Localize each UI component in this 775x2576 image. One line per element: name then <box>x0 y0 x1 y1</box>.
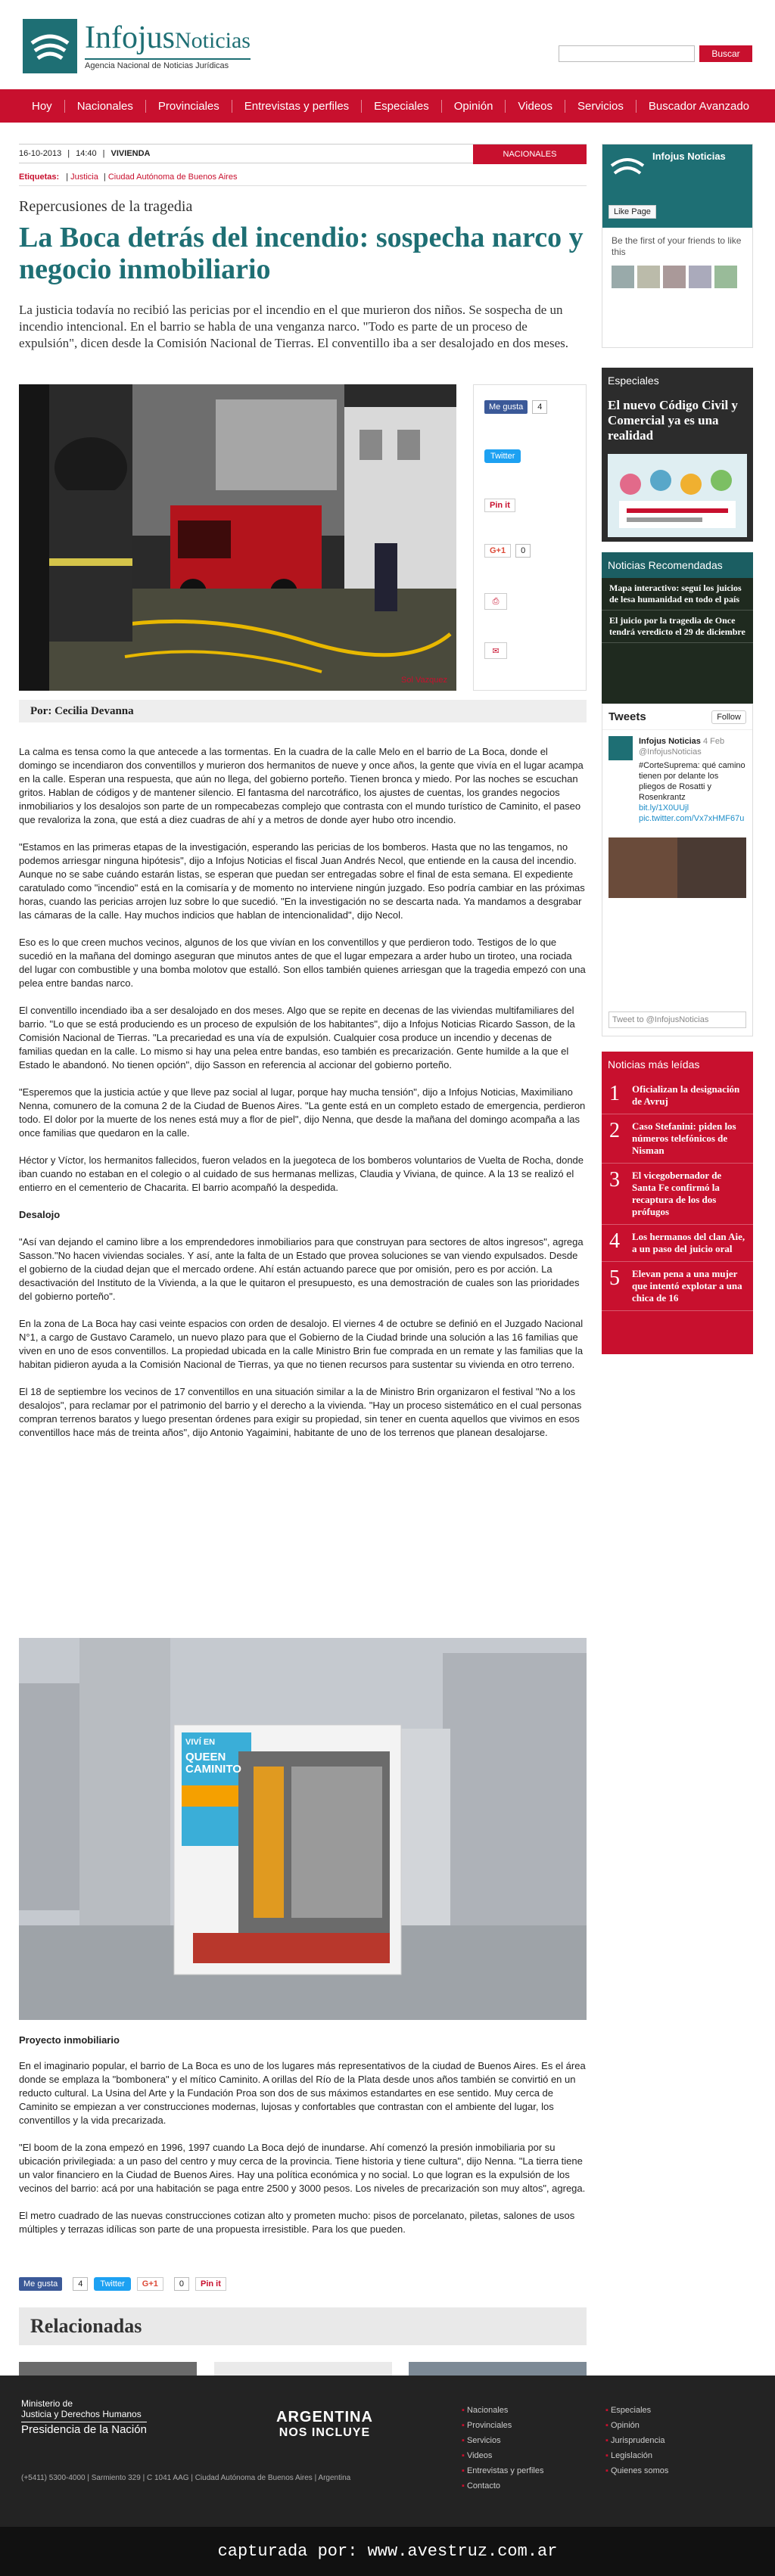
print-icon[interactable]: ⎙ <box>484 593 507 610</box>
article-paragraph: El metro cuadrado de las nuevas construcciones cotizan alto y prometen mucho: pisos de porcelanato, piletas, salones de usos múltiples y terrazas idílicas son parte de una propuesta irresistible. Para los que pueden. <box>19 2210 575 2235</box>
article-date: 16-10-2013 <box>19 149 62 158</box>
fb-friends-text: Be the first of your friends to like this <box>612 235 742 257</box>
subhead-desalojo: Desalojo <box>19 1209 61 1220</box>
twitter-follow-button[interactable]: Follow <box>711 710 746 724</box>
footer-link[interactable]: ▪ Opinión <box>605 2418 668 2433</box>
especiales-title: Especiales <box>608 374 659 387</box>
article-body <box>19 745 587 1453</box>
sidebar <box>602 144 753 1304</box>
article-paragraph: "Así van dejando el camino libre a los emprendedores inmobiliarios para que construyan para sectores de altos ingresos", agrega Sasson."No hacen viviendas sociales. Y así, ante la falta de un Estado que provea soluciones se van viendo expulsados. Desde el gobierno de la ciudad dejan que el mercado ordene. Ahí están actuando parece que por omisión, pero es por acción. La desactivación del Instituto de la Vivienda, a la que le quitaron el presupuesto, es una demostración de cuales son las prioridades del gobierno porteño". <box>19 1236 584 1302</box>
googleplus-share <box>484 544 531 558</box>
googleplus-button[interactable]: G+1 <box>484 544 511 558</box>
article-paragraph: El conventillo incendiado iba a ser desalojado en dos meses. Algo que se repite en decenas de las viviendas multifamiliares del barrio. "Lo que se está produciendo es un proceso de expulsión de los habitantes", dijo a Infojus Noticias Ricardo Sasson, de la Comisión Nacional de Tierras. "La precariedad es una vía de expulsión. Cualquier cosa produce un incendio y decenas de familias quedan en la calle. Lo mismo si hay una pelea entre bandas, eso también es precarización. Gente humilde a la que el Estado le abandonó. No tienen opción", dijo Sasson en referencia al accionar del gobierno porteño. <box>19 1005 575 1070</box>
avatar[interactable] <box>663 266 686 288</box>
footer-nos-incluye: NOS INCLUYE <box>279 2426 371 2439</box>
nav-item-opinion[interactable]: Opinión <box>442 100 506 113</box>
mas-leida-text[interactable]: Caso Stefanini: piden los números telefónicos de Nisman <box>632 1120 736 1156</box>
bottom-share-row <box>19 2277 232 2291</box>
footer-address: (+5411) 5300-4000 | Sarmiento 329 | C 1041 AAG | Ciudad Autónoma de Buenos Aires | Argentina <box>21 2474 351 2482</box>
avatar[interactable] <box>612 266 634 288</box>
article-kicker: Repercusiones de la tragedia <box>19 198 193 215</box>
mas-leida-item[interactable] <box>602 1164 753 1225</box>
footer-link[interactable]: ▪ Quienes somos <box>605 2463 668 2478</box>
mas-leida-text[interactable]: El vicegobernador de Santa Fe confirmó la recaptura de los dos prófugos <box>632 1170 722 1217</box>
nav-item-hoy[interactable]: Hoy <box>20 100 65 113</box>
article-paragraph: La calma es tensa como la que antecede a las tormentas. En la cuadra de la calle Melo en el barrio de La Boca, donde el domingo se incendiaron dos conventillos y murieron dos hermanitos de nueve y once años, la gente que vivía en el lugar acampa en la calle. Esperan una respuesta, que aún no llega, del gobierno porteño. Tienen bronca y miedo. Por las noches se escuchan gritos. Hablan de códigos y de mantener silencio. El fantasma del narcotráfico, los ajustes de cuentas, los grandes negocios inmobiliarios y los desalojos son parte de un rompecabezas complejo que contrasta con el mundo turístico de Caminito, el paseo que revaloriza la zona, que está a diez cuadras de ahí y a metros de donde ayer hubo otro incendio. <box>19 746 584 825</box>
nav-item-videos[interactable]: Videos <box>506 100 565 113</box>
ministry-line2: Justicia y Derechos Humanos <box>21 2409 142 2419</box>
share-column <box>473 384 587 691</box>
footer-link[interactable]: ▪ Jurisprudencia <box>605 2433 668 2448</box>
avatar[interactable] <box>637 266 660 288</box>
related-title: Relacionadas <box>19 2307 587 2345</box>
tweet-text: #CorteSuprema: qué camino tienen por delante los pliegos de Rosatti y Rosenkrantz <box>639 761 745 802</box>
nav-item-entrevistas[interactable]: Entrevistas y perfiles <box>232 100 362 113</box>
article-author: Por: Cecilia Devanna <box>19 700 587 722</box>
building-sign-big: QUEEN CAMINITO <box>185 1751 241 1776</box>
mas-leidas-block <box>602 1052 753 1354</box>
building-sign-small: VIVÍ EN <box>185 1738 216 1747</box>
recomendada-item[interactable]: Mapa interactivo: seguí los juicios de lesa humanidad en todo el país <box>602 578 753 611</box>
logo-mark-icon <box>23 19 77 73</box>
article-tags: Etiquetas: | Justicia | Ciudad Autónoma de Buenos Aires <box>19 172 587 186</box>
mas-leida-item[interactable] <box>602 1225 753 1262</box>
tag-link[interactable]: Justicia <box>70 172 98 182</box>
footer-links-col1 <box>462 2403 543 2494</box>
email-icon[interactable]: ✉ <box>484 642 507 659</box>
footer-links-col2 <box>605 2403 668 2478</box>
logo-subtitle: Agencia Nacional de Noticias Jurídicas <box>85 58 251 70</box>
tweet-link[interactable]: bit.ly/1X0UUjl pic.twitter.com/Vx7xHMF67u <box>639 803 745 823</box>
site-logo[interactable] <box>23 19 251 73</box>
googleplus-button[interactable]: G+1 <box>137 2277 163 2291</box>
pinterest-button[interactable]: Pin it <box>484 499 515 512</box>
pinterest-button[interactable]: Pin it <box>195 2277 226 2291</box>
facebook-like-button[interactable]: Me gusta <box>484 400 528 414</box>
tweet-to-input[interactable]: Tweet to @InfojusNoticias <box>608 1011 746 1028</box>
logo-infojus: Infojus <box>85 20 175 55</box>
mas-leida-text[interactable]: Los hermanos del clan Aie, a un paso del juicio oral <box>632 1231 745 1254</box>
search-form <box>559 45 752 62</box>
nav-item-provinciales[interactable]: Provinciales <box>146 100 232 113</box>
mas-leida-item[interactable] <box>602 1077 753 1114</box>
main-nav <box>0 89 775 123</box>
tweet-avatar[interactable] <box>608 736 633 760</box>
tweets-widget <box>602 704 753 1036</box>
article-paragraph: "El boom de la zona empezó en 1996, 1997 cuando La Boca dejó de inundarse. Ahí comenzó la presión inmobiliaria por su ubicación privilegiada: a un paso del centro y muy cerca de la provincia. Tiene historia y tiene cultura", dijo Nenna. "La tierra tiene un valor financiero en la Ciudad de Buenos Aires. Hay una política económica y no social. Lo que logran es la expulsión de los vecinos del barrio: acá por una habitación se paga entre 2500 y 3000 pesos. Los niveles de precarización son muy altos", agrega. <box>19 2142 586 2194</box>
mas-leida-item[interactable] <box>602 1114 753 1164</box>
googleplus-count: 0 <box>515 544 531 558</box>
twitter-share <box>484 449 521 463</box>
especiales-illustration[interactable] <box>608 454 747 537</box>
print-share <box>484 593 507 610</box>
article-meta: 16-10-2013 | 14:40 | VIVIENDA NACIONALES <box>19 144 587 163</box>
twitter-share-button[interactable]: Twitter <box>484 449 521 463</box>
article-lead: La justicia todavía no recibió las pericias por el incendio en el que murieron dos niños. Se sospecha de un incendio intencional. En el barrio se habla de una venganza narco. "Todo es parte de un proceso de expulsión", dicen desde la Comisión Nacional de Tierras. El conventillo iba a ser desalojado en dos meses. <box>19 303 568 350</box>
nav-item-buscador[interactable]: Buscador Avanzado <box>648 99 750 113</box>
article-headline: La Boca detrás del incendio: sospecha narco y negocio inmobiliario <box>19 222 584 285</box>
photo-credit: Sol Vazquez <box>401 676 447 685</box>
tweet-user[interactable]: Infojus Noticias <box>639 737 701 746</box>
recomendadas-title: Noticias Recomendadas <box>602 552 753 578</box>
facebook-page-widget <box>602 144 753 348</box>
search-input[interactable] <box>559 45 695 62</box>
twitter-share-button[interactable]: Twitter <box>94 2277 130 2291</box>
avatar[interactable] <box>689 266 711 288</box>
fb-like-page-button[interactable]: Like Page <box>608 205 656 219</box>
footer-link[interactable]: ▪ Especiales <box>605 2403 668 2418</box>
subhead-proyecto: Proyecto inmobiliario <box>19 2034 120 2046</box>
article-paragraph: En la zona de La Boca hay casi veinte espacios con orden de desalojo. El viernes 4 de octubre se definió en el Juzgado Nacional N°1, a cargo de Gustavo Caramelo, un nuevo plazo para que el Gobierno de la Ciudad brinde una solución a las 16 familias que viven en uno de esos conventillos. La propiedad ubicada en la calle Ministro Brin fue comprada en un remate y las familias que la habitan pidieron ayuda a la Comisión Nacional de Tierras, ya que no tienen recursos para sustentar su vivienda en otro terreno. <box>19 1318 584 1370</box>
facebook-page-header[interactable] <box>602 144 752 228</box>
nav-item-nacionales[interactable]: Nacionales <box>65 100 146 113</box>
mas-leida-text[interactable]: Elevan pena a una mujer que intentó explotar a una chica de 16 <box>632 1268 742 1304</box>
footer-link[interactable]: ▪ Entrevistas y perfiles <box>462 2463 543 2478</box>
logo-noticias: Noticias <box>175 28 251 53</box>
article-paragraph: El 18 de septiembre los vecinos de 17 conventillos en una situación similar a la de Ministro Brin organizaron el festival "No a los desalojos", para reclamar por el patrimonio del barrio y el derecho a la vivienda. "Hay un proceso sistemático en el cual personas compran terrenos baratos y luego presentan órdenes para exigir su propiedad, sin tener en cuenta aquellos que vivimos en esos conventillos hace más de treinta años", dijo Antonio Yagaimini, habitante de uno de los terrenos que planean desalojarse. <box>19 1386 582 1438</box>
mas-leida-number: 1 <box>609 1082 620 1105</box>
tweet-photo[interactable] <box>608 837 677 898</box>
mas-leida-text[interactable]: Oficializan la designación de Avruj <box>632 1083 740 1107</box>
article-paragraph: "Estamos en las primeras etapas de la investigación, esperando las pericias de los bomberos. Hasta que no las tengamos, no podemos arriesgar ninguna hipótesis", dijo a Infojus Noticias el fiscal Juan Andrés Necol, que entiende en la causa del incendio. Aunque no se sabe cuándo estarán listas, se esperan que puedan ser entregadas sobre el final de esta semana. El expediente caratulado como "incendio" está en la comisaría y de momento no interviene ningún juzgado. Eso podría cambiar en las próximas horas, cuando las pericias arrojen luz sobre lo que sucedió. "En la investigación no se descarta nada. Ya mandamos a desgrabar las cámaras de la calle. Hay muchos indicios que hablan de intencionalidad", dijo Necol. <box>19 841 585 921</box>
tags-label: Etiquetas: <box>19 172 60 182</box>
recomendada-item[interactable]: El juicio por la tragedia de Once tendrá veredicto el 29 de diciembre <box>602 611 753 643</box>
footer-link[interactable]: ▪ Nacionales <box>462 2403 543 2418</box>
article-section[interactable]: VIVIENDA <box>110 149 151 158</box>
ministry-line1: Ministerio de <box>21 2398 73 2409</box>
googleplus-count: 0 <box>174 2277 189 2291</box>
article-paragraph: En el imaginario popular, el barrio de La Boca es uno de los lugares más representativos de la ciudad de Buenos Aires. Es el área donde se emplaza la "bombonera" y el mítico Caminito. A orillas del Río de la Plata desde unos años también se convirtió en un reducto cultural. La Usina del Arte y la Fundación Proa son dos de sus máximos estandartes en ese sentido. Muy cerca de Caminito se empiezan a ver construcciones modernas, lujosas y confortables que contrastan con el ambiente del lugar, los conventillos y la vida precarizada. <box>19 2060 586 2126</box>
tweet-handle[interactable]: @InfojusNoticias <box>639 747 702 757</box>
section-badge[interactable]: NACIONALES <box>473 144 587 164</box>
article-paragraph: Eso es lo que creen muchos vecinos, algunos de los que vivían en los conventillos y que perdieron todo. Testigos de lo que sucedió en la mañana del domingo aseguran que minutos antes de que el lugar empezara a arder hubo un tiroteo, una rociada del lugar con combustible y una bomba molotov que estalló. Son ellos también quienes arriesgan que la tragedia empezó con una pelea entre bandas narco. <box>19 937 586 989</box>
site-footer <box>0 2376 775 2527</box>
footer-link[interactable]: ▪ Servicios <box>462 2433 543 2448</box>
footer-link[interactable]: ▪ Videos <box>462 2448 543 2463</box>
email-share <box>484 642 507 659</box>
footer-argentina: ARGENTINA <box>276 2409 373 2425</box>
tweet-date: 4 Feb <box>702 737 725 746</box>
related-section <box>19 2307 587 2345</box>
avatar[interactable] <box>714 266 737 288</box>
fb-friends-avatars <box>602 266 752 288</box>
building-photo <box>19 1638 587 2020</box>
article-body-2 <box>19 2034 587 2250</box>
mas-leida-item[interactable] <box>602 1262 753 1311</box>
mas-leida-number: 3 <box>609 1168 620 1192</box>
nav-item-servicios[interactable]: Servicios <box>565 100 636 113</box>
facebook-like-button[interactable]: Me gusta <box>19 2277 62 2291</box>
mas-leidas-title: Noticias más leídas <box>608 1058 700 1070</box>
site-header <box>0 0 775 83</box>
tweets-title: Tweets <box>608 710 646 723</box>
facebook-count: 4 <box>73 2277 88 2291</box>
footer-link[interactable]: ▪ Contacto <box>462 2478 543 2494</box>
pinterest-share <box>484 499 515 512</box>
footer-link[interactable]: ▪ Provinciales <box>462 2418 543 2433</box>
recomendadas-block <box>602 552 753 711</box>
tag-link[interactable]: Ciudad Autónoma de Buenos Aires <box>107 172 238 182</box>
fb-page-logo-icon <box>607 149 648 190</box>
tweet-photo[interactable] <box>677 837 746 898</box>
facebook-share <box>484 400 547 414</box>
article-paragraph: Héctor y Víctor, los hermanitos fallecidos, fueron velados en la juegoteca de los bomberos voluntarios de Vuelta de Rocha, donde iban cuando no estaban en el colegio o al cuidado de sus hermanas mellizas, Claudia y Viviana, de quince. A la 13 se realizó el entierro en el cementerio de Chacarita. El barrio acompañó la despedida. <box>19 1154 584 1193</box>
hero-photo <box>19 384 456 691</box>
search-button[interactable]: Buscar <box>699 45 752 62</box>
article-time: 14:40 <box>76 149 97 158</box>
mas-leida-number: 5 <box>609 1266 620 1290</box>
article-paragraph: "Esperemos que la justicia actúe y que lleve paz social al lugar, porque hay mucha tensión", dijo a Infojus Noticias, Maximiliano Nenna, comunero de la comuna 2 de la Ciudad de Buenos Aires. "La gente está en un completo estado de emergencia, perdieron todo. El dolor por la muerte de los nenes está muy a flor de piel", dijo Nenna, que desde la mañana del domingo acompaña a las once familias que quedaron en la calle. <box>19 1086 586 1139</box>
capture-watermark: capturada por: www.avestruz.com.ar <box>0 2527 775 2576</box>
especiales-block <box>602 368 753 542</box>
article-column <box>19 144 587 2337</box>
footer-link[interactable]: ▪ Legislación <box>605 2448 668 2463</box>
nav-item-especiales[interactable]: Especiales <box>362 100 442 113</box>
ministry-line3: Presidencia de la Nación <box>21 2423 147 2436</box>
facebook-count: 4 <box>532 400 547 414</box>
mas-leida-number: 4 <box>609 1229 620 1253</box>
fb-page-name[interactable]: Infojus Noticias <box>652 151 726 162</box>
mas-leida-number: 2 <box>609 1119 620 1142</box>
especiales-headline[interactable]: El nuevo Código Civil y Comercial ya es una realidad <box>608 398 738 443</box>
